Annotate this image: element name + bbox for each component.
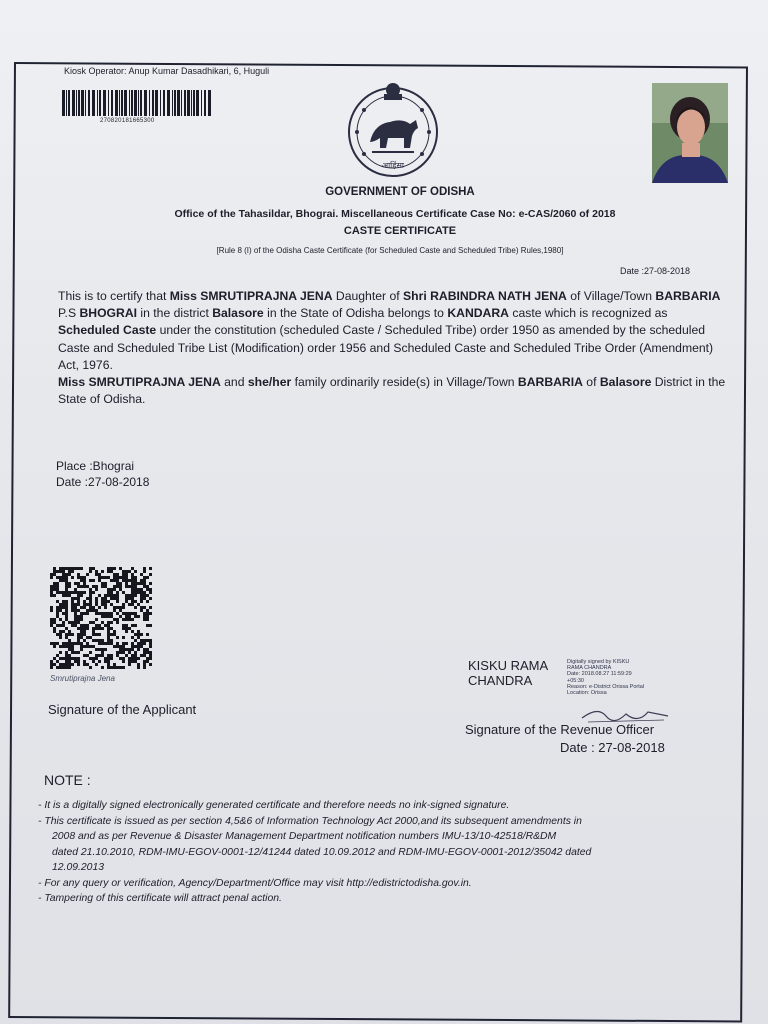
rule-reference: [Rule 8 (I) of the Odisha Caste Certificate (for Scheduled Caste and Scheduled Tribe) Rules,1980] xyxy=(216,246,564,255)
notes-list xyxy=(38,798,698,907)
barcode xyxy=(62,90,212,118)
issue-date: Date :27-08-2018 xyxy=(620,266,691,276)
office-heading: Office of the Tahasildar, Bhograi. Miscellaneous Certificate Case No: e-CAS/2060 of 2018 xyxy=(174,208,616,220)
certificate-title: CASTE CERTIFICATE xyxy=(343,225,457,237)
place-date-block xyxy=(56,458,149,490)
note-item-continued: dated 21.10.2010, RDM-IMU-EGOV-0001-12/41244 dated 10.09.2012 and RDM-IMU-EGOV-0001-2012/35042 dated xyxy=(52,846,592,858)
note-heading: NOTE : xyxy=(44,772,91,788)
officer-signature-label: Signature of the Revenue Officer xyxy=(465,722,655,737)
applicant-signature: Smrutiprajna Jena xyxy=(50,674,115,683)
caste-category: Scheduled Caste xyxy=(58,323,157,338)
applicant-signature-label: Signature of the Applicant xyxy=(48,702,197,717)
signer-name: KISKU RAMA CHANDRA xyxy=(468,658,549,688)
applicant-photo xyxy=(652,83,728,183)
certificate-body xyxy=(58,288,726,408)
applicant-name: Miss SMRUTIPRAJNA JENA xyxy=(169,289,333,303)
note-item: - This certificate is issued as per section 4,5&6 of Information Technology Act 2000,and its subsequent amendments in xyxy=(38,815,582,827)
caste-name: KANDARA xyxy=(447,306,509,321)
qr-code xyxy=(50,567,152,669)
note-item-continued: 12.09.2013 xyxy=(52,862,105,873)
note-item: - Tampering of this certificate will attract penal action. xyxy=(38,893,282,904)
kiosk-operator: Kiosk Operator: Anup Kumar Dasadhikari, 6, Huguli xyxy=(64,66,270,76)
place: Place :Bhograi xyxy=(56,459,135,473)
note-item: - It is a digitally signed electronically generated certificate and therefore needs no ink-signed signature. xyxy=(38,800,510,811)
police-station: BHOGRAI xyxy=(79,306,138,321)
residence-paragraph: Miss SMRUTIPRAJNA JENA and she/her family ordinarily reside(s) in Village/Town BARBARIA of Balasore District in the State of Odisha. xyxy=(58,375,726,407)
district-name: Balasore xyxy=(212,306,264,321)
father-name: Shri RABINDRA NATH JENA xyxy=(403,289,567,303)
certification-paragraph: This is to certify that Miss SMRUTIPRAJNA JENA Daughter of Shri RABINDRA NATH JENA of Village/Town BARBARIA P.S BHOGRAI in the district Balasore in the State of Odisha belongs to KANDARA caste which is recognized as Scheduled Caste under the constitution (scheduled Caste / Scheduled Tribe) order 1950 as amended by the scheduled Caste and Scheduled Tribe List (Modification) order 1956 and Scheduled Caste and Scheduled Tribe Order (Amendment) Act, 1976. xyxy=(58,289,721,372)
note-item-continued: 2008 and as per Revenue & Disaster Management Department notification numbers IMU-13/10-42518/R&DM xyxy=(52,831,557,842)
barcode-number: 270820181665300 xyxy=(100,118,155,124)
officer-date: Date : 27-08-2018 xyxy=(560,740,665,755)
village-name: BARBARIA xyxy=(655,289,721,303)
odisha-emblem-icon xyxy=(340,76,446,182)
note-item: - For any query or verification, Agency/Department/Office may visit http://edistrictodisha.gov.in. xyxy=(38,877,472,889)
government-heading: GOVERNMENT OF ODISHA xyxy=(325,186,475,198)
svg-text:आहिंसा: आहिंसा xyxy=(382,161,404,170)
place-date: Date :27-08-2018 xyxy=(56,475,150,489)
digital-signature-details: Digitally signed by KISKU RAMA CHANDRA Date: 2018.08.27 11:59:29 +05:30 Reason: e-District Orissa Portal Location: Orissa xyxy=(567,659,645,697)
